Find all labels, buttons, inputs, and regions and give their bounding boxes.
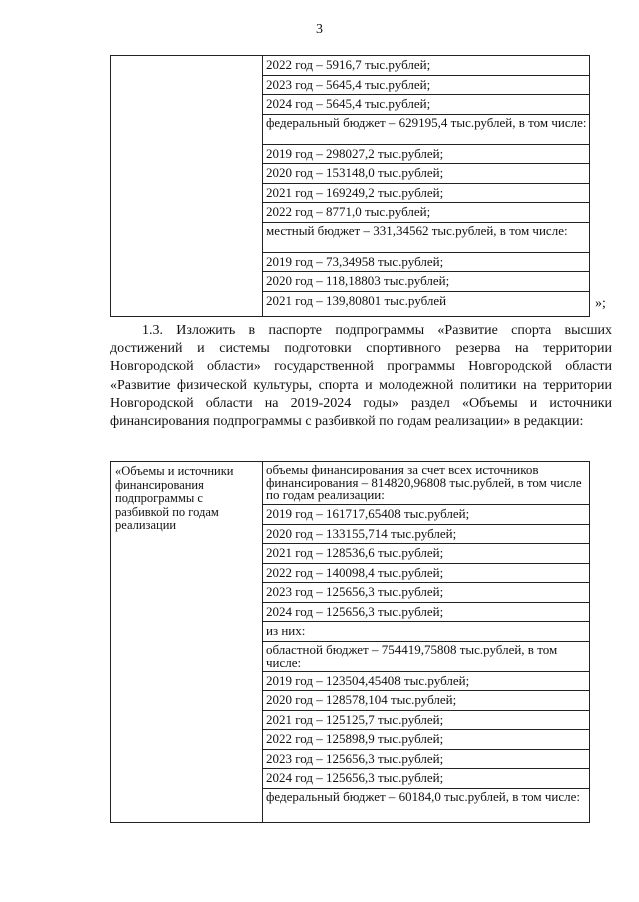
table-row: из них: xyxy=(263,622,590,642)
table-row: 2022 год – 140098,4 тыс.рублей; xyxy=(263,564,590,583)
table-row: 2021 год – 128536,6 тыс.рублей; xyxy=(263,544,590,564)
table-row: 2022 год – 8771,0 тыс.рублей; xyxy=(263,203,590,223)
table-row: федеральный бюджет – 60184,0 тыс.рублей, в том числе: xyxy=(266,789,581,804)
table-row: 2022 год – 125898,9 тыс.рублей; xyxy=(263,730,590,750)
table-row: местный бюджет – 331,34562 тыс.рублей, в том числе: xyxy=(263,223,590,253)
table-row: 2019 год – 73,34958 тыс.рублей; xyxy=(263,253,590,272)
page-number: 3 xyxy=(316,22,323,37)
section-label-cell: «Объемы и источники финансирования подпрограммы с разбивкой по годам реализации xyxy=(115,464,234,532)
table-row: 2021 год – 139,80801 тыс.рублей xyxy=(266,293,447,308)
table-row: 2023 год – 125656,3 тыс.рублей; xyxy=(263,583,590,603)
table-row: 2019 год – 123504,45408 тыс.рублей; xyxy=(263,672,590,691)
table-row: федеральный бюджет – 629195,4 тыс.рублей, в том числе: xyxy=(263,115,590,145)
table-row: областной бюджет – 754419,75808 тыс.рублей, в том числе: xyxy=(263,642,590,672)
table-row: 2023 год – 5645,4 тыс.рублей; xyxy=(263,76,590,95)
table-row: 2020 год – 118,18803 тыс.рублей; xyxy=(263,272,590,292)
table-row: 2024 год – 125656,3 тыс.рублей; xyxy=(263,603,590,622)
closing-mark: »; xyxy=(595,296,606,311)
table-row: 2021 год – 125125,7 тыс.рублей; xyxy=(263,711,590,730)
amendment-paragraph xyxy=(110,322,612,431)
table-row: 2021 год – 169249,2 тыс.рублей; xyxy=(263,184,590,203)
funding-table xyxy=(110,461,590,823)
table-row: 2020 год – 153148,0 тыс.рублей; xyxy=(263,164,590,184)
table-row: 2019 год – 298027,2 тыс.рублей; xyxy=(263,145,590,164)
paragraph-text: 1.3. Изложить в паспорте подпрограммы «Развитие спорта высших достижений и системы подготовки спортивного резерва на территории Новгородской области» государственной программы Новгородской области «Развитие физической культуры, спорта и молодежной политики на территории Новгородской области на 2019-2024 годы» раздел «Объемы и источники финансирования подпрограммы с разбивкой по годам реализации» в редакции: xyxy=(110,323,612,430)
funding-values-cell xyxy=(263,462,590,822)
table-row: 2019 год – 161717,65408 тыс.рублей; xyxy=(263,505,590,525)
funding-table-continuation xyxy=(110,55,590,317)
table-row: 2020 год – 133155,714 тыс.рублей; xyxy=(263,525,590,544)
table-row: 2024 год – 125656,3 тыс.рублей; xyxy=(263,769,590,789)
table-row: 2023 год – 125656,3 тыс.рублей; xyxy=(263,750,590,769)
funding-values-cell xyxy=(263,56,590,316)
table-row: объемы финансирования за счет всех источников финансирования – 814820,96808 тыс.рублей, в том числе по годам реализации: xyxy=(263,462,590,505)
table-row: 2024 год – 5645,4 тыс.рублей; xyxy=(263,95,590,115)
table-row: 2022 год – 5916,7 тыс.рублей; xyxy=(263,56,590,76)
table-row: 2020 год – 128578,104 тыс.рублей; xyxy=(263,691,590,711)
